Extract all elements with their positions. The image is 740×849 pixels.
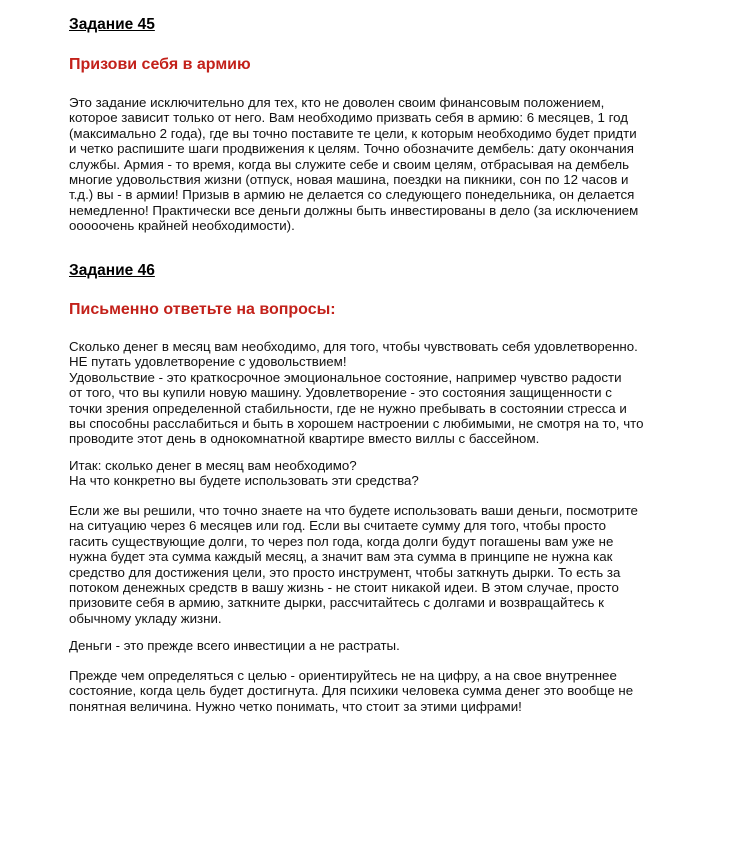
text-line: Это задание исключительно для тех, кто не доволен своим финансовым положением,: [69, 95, 605, 110]
text-line: состояние, когда цель будет достигнута. Для психики человека сумма денег это вообще не: [69, 683, 634, 699]
text-line: от того, что вы купили новую машину. Удовлетворение - это состояния защищенности с: [69, 385, 612, 401]
text-line: НЕ путать удовлетворение с удовольствием!: [69, 354, 347, 370]
text-line: Деньги - это прежде всего инвестиции а не растраты.: [69, 638, 400, 653]
text-line: т.д.) вы - в армии! Призыв в армию не делается со следующего понедельника, он делается: [69, 187, 635, 203]
task-46-paragraph-money: [69, 638, 679, 653]
text-line: обычному укладу жизни.: [69, 610, 222, 626]
task-45-paragraph: [69, 95, 679, 234]
text-line: Удовольствие - это краткосрочное эмоциональное состояние, например чувство радости: [69, 369, 622, 385]
text-line: которое зависит только от него. Вам необходимо призвать себя в армию: 6 месяцев, 1 год: [69, 110, 629, 126]
text-line: службы. Армия - то время, когда вы служите себе и своим целям, отбрасывая на дембель: [69, 156, 630, 172]
text-line: проводите этот день в однокомнатной квартире вместо виллы с бассейном.: [69, 431, 540, 447]
text-line: Сколько денег в месяц вам необходимо, для того, чтобы чувствовать себя удовлетворенно.: [69, 339, 638, 354]
text-line: и четко распишите шаги продвижения к целям. Точно обозначите дембель: дату окончания: [69, 141, 634, 157]
task-46-paragraph-definitions: [69, 339, 679, 447]
text-line: понятная величина. Нужно четко понимать, что стоит за этими цифрами!: [69, 698, 522, 714]
task-45-heading: Задание 45: [69, 16, 155, 33]
text-line: на ситуацию через 6 месяцев или год. Если вы считаете сумму для того, чтобы просто: [69, 518, 607, 534]
task-46-subtitle: Письменно ответьте на вопросы:: [69, 301, 336, 318]
text-line: призовите себя в армию, заткните дырки, рассчитайтесь с долгами и возвращайтесь к: [69, 595, 604, 611]
text-line: многие удовольствия жизни (отпуск, новая машина, поездки на пикники, сон по 12 часов и: [69, 172, 629, 188]
text-line: Итак: сколько денег в месяц вам необходимо?: [69, 458, 357, 473]
task-46-heading: Задание 46: [69, 262, 155, 279]
task-46-paragraph-analysis: [69, 503, 679, 626]
text-line: Прежде чем определяться с целью - ориентируйтесь не на цифру, а на свое внутреннее: [69, 668, 617, 683]
text-line: ооооочень крайней необходимости).: [69, 218, 295, 234]
text-line: вы способны расслабиться и быть в хорошем настроении с любимыми, не смотря на то, что: [69, 416, 644, 432]
text-line: нужна будет эта сумма каждый месяц, а значит вам эта сумма в принципе не нужна как: [69, 549, 613, 565]
text-line: точки зрения определенной стабильности, где не нужно пребывать в состоянии стресса и: [69, 400, 627, 416]
text-line: потоком денежных средств в вашу жизнь - не стоит никакой идеи. В этом случае, просто: [69, 580, 619, 596]
text-line: (максимально 2 года), где вы точно поставите те цели, к которым необходимо будет придти: [69, 125, 637, 141]
task-45-subtitle: Призови себя в армию: [69, 56, 251, 73]
text-line: гасить существующие долги, то через пол года, когда долги будут погашены вам уже не: [69, 533, 614, 549]
text-line: средство для достижения цели, это просто инструмент, чтобы заткнуть дырки. То есть за: [69, 564, 621, 580]
task-46-paragraph-questions: [69, 458, 679, 489]
task-46-paragraph-goal: [69, 668, 679, 714]
text-line: Если же вы решили, что точно знаете на что будете использовать ваши деньги, посмотрите: [69, 503, 638, 518]
text-line: На что конкретно вы будете использовать эти средства?: [69, 473, 419, 489]
text-line: немедленно! Практически все деньги должны быть инвестированы в дело (за исключением: [69, 202, 639, 218]
